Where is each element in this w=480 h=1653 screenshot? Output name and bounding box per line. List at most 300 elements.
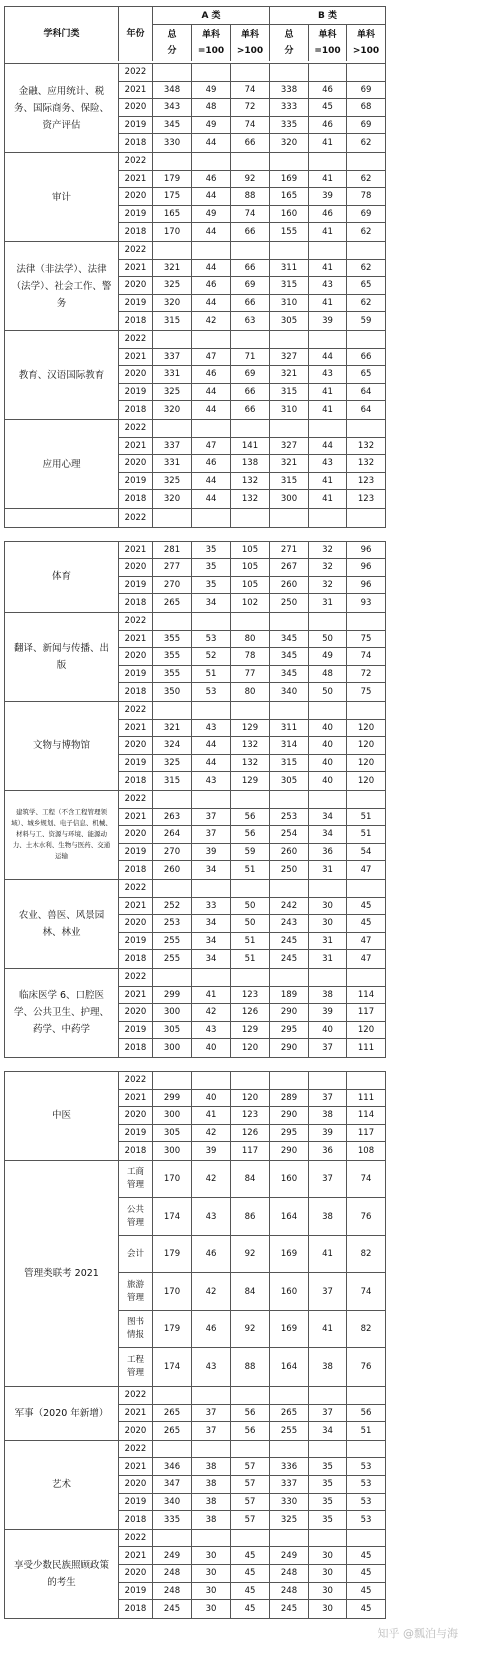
cell-a-total: 325 <box>153 384 192 401</box>
cell-year: 2021 <box>119 631 153 648</box>
table-row <box>119 295 385 313</box>
cell-a-single2: 69 <box>231 366 270 383</box>
cell-b-single2: 96 <box>360 562 372 573</box>
cell-year: 2019 <box>119 117 153 134</box>
cell-b-single2 <box>347 1530 385 1547</box>
cell-a-single1: 39 <box>192 844 231 861</box>
cell-a-single1: 44 <box>192 134 231 152</box>
table-row <box>119 613 385 631</box>
cell-b-total <box>270 242 309 259</box>
cell-b-single2 <box>347 1441 385 1458</box>
table-row <box>119 473 385 491</box>
cell-a-single2: 141 <box>231 438 270 455</box>
cell-year: 2018 <box>119 683 153 701</box>
cell-b-total: 330 <box>270 1494 309 1511</box>
cell-year: 2021 <box>119 438 153 455</box>
cell-b-single1: 30 <box>309 1600 347 1618</box>
cell-b-total: 310 <box>270 401 309 419</box>
cell-year: 2022 <box>119 1530 153 1547</box>
cell-b-single1: 31 <box>309 950 347 968</box>
table-row <box>119 1565 385 1583</box>
cell-b-single2 <box>347 791 385 808</box>
cell-year: 2022 <box>119 509 153 527</box>
section-gap <box>4 528 386 542</box>
header-b-single1: 单科 =100 <box>309 25 347 61</box>
table-row <box>119 312 385 330</box>
table-row <box>119 349 385 367</box>
table-row <box>119 1441 385 1459</box>
cell-b-total: 254 <box>270 826 309 843</box>
cell-b-single2: 45 <box>360 918 372 929</box>
cell-year: 2021 <box>119 260 153 277</box>
cell-year: 2018 <box>119 1142 153 1160</box>
cell-b-total: 338 <box>270 82 309 99</box>
cell-year: 2020 <box>119 1476 153 1493</box>
category-label: 法律（非法学）、法律（法学）、社会工作、警务 <box>5 242 119 330</box>
cell-year: 2019 <box>119 577 153 594</box>
cell-a-single1: 33 <box>192 898 231 915</box>
cell-a-single1: 47 <box>192 438 231 455</box>
cell-a-single2: 57 <box>231 1511 270 1529</box>
cell-b-total: 336 <box>270 1458 309 1475</box>
cell-b-single1: 31 <box>309 861 347 879</box>
cell-a-total: 337 <box>153 438 192 455</box>
cell-b-total: 311 <box>270 720 309 737</box>
table-row <box>119 1530 385 1548</box>
table-row <box>119 117 385 135</box>
cell-a-single1 <box>192 1387 231 1404</box>
cell-year: 2022 <box>119 153 153 170</box>
cell-year: 2021 <box>119 171 153 188</box>
cell-a-total <box>153 880 192 897</box>
cell-a-total: 255 <box>153 950 192 968</box>
cell-year: 2022 <box>119 331 153 348</box>
cell-b-single1: 30 <box>309 915 347 932</box>
cell-b-single1: 37 <box>309 1273 347 1310</box>
cell-a-single1: 46 <box>192 366 231 383</box>
cell-b-single1: 41 <box>309 171 347 188</box>
cell-a-single2: 51 <box>231 861 270 879</box>
cell-b-single1: 37 <box>309 1161 347 1198</box>
table-row <box>119 420 385 438</box>
cell-a-single1: 44 <box>192 490 231 508</box>
cell-b-total: 155 <box>270 223 309 241</box>
cell-b-total: 271 <box>270 542 309 559</box>
cell-a-single2: 126 <box>231 1125 270 1142</box>
cell-b-single1: 41 <box>309 401 347 419</box>
score-table <box>4 6 386 1619</box>
cell-a-total: 299 <box>153 987 192 1004</box>
cell-a-single2: 105 <box>231 577 270 594</box>
cell-a-total: 175 <box>153 188 192 205</box>
cell-b-single1: 41 <box>309 1236 347 1273</box>
cell-year: 2019 <box>119 1125 153 1142</box>
table-row <box>119 401 385 419</box>
table-row <box>119 188 385 206</box>
category-label: 应用心理 <box>5 420 119 508</box>
cell-a-single2: 138 <box>231 455 270 472</box>
cell-a-single1: 42 <box>192 312 231 330</box>
cell-a-single1: 46 <box>192 171 231 188</box>
cell-a-total: 165 <box>153 206 192 223</box>
cell-a-single1: 43 <box>192 720 231 737</box>
cell-b-total: 345 <box>270 666 309 683</box>
cell-year: 2018 <box>119 312 153 330</box>
cell-a-single2: 102 <box>231 594 270 612</box>
cell-b-total: 165 <box>270 188 309 205</box>
table-row <box>119 384 385 402</box>
cell-a-total: 265 <box>153 1405 192 1422</box>
cell-a-single2: 120 <box>231 1090 270 1107</box>
cell-b-total: 300 <box>270 490 309 508</box>
cell-year: 2020 <box>119 366 153 383</box>
table-row <box>119 594 385 612</box>
cell-a-single2: 59 <box>231 844 270 861</box>
cell-a-total <box>153 509 192 527</box>
cell-b-total <box>270 331 309 348</box>
cell-b-total: 169 <box>270 1311 309 1348</box>
cell-a-total: 270 <box>153 844 192 861</box>
cell-b-single1: 35 <box>309 1476 347 1493</box>
cell-a-total: 315 <box>153 312 192 330</box>
cell-a-single2: 51 <box>231 933 270 950</box>
table-row <box>119 1600 385 1618</box>
cell-b-single2: 82 <box>360 1324 372 1335</box>
cell-a-total <box>153 613 192 630</box>
cell-year: 旅游 管理 <box>119 1273 153 1310</box>
table-header <box>4 6 386 64</box>
cell-b-single1: 39 <box>309 188 347 205</box>
cell-b-total: 260 <box>270 577 309 594</box>
table-row <box>119 134 385 152</box>
cell-b-single2: 53 <box>360 1479 372 1490</box>
cell-a-total: 170 <box>153 1161 192 1198</box>
cell-a-total <box>153 1072 192 1089</box>
cell-b-single1: 40 <box>309 772 347 790</box>
cell-year: 2019 <box>119 933 153 950</box>
cell-a-single2 <box>231 1441 270 1458</box>
cell-a-total <box>153 791 192 808</box>
cell-a-total <box>153 702 192 719</box>
cell-b-total: 315 <box>270 755 309 772</box>
cell-b-total: 164 <box>270 1348 309 1386</box>
table-row <box>119 1405 385 1423</box>
cell-a-single2: 72 <box>231 99 270 116</box>
cell-a-single2: 66 <box>231 295 270 312</box>
cell-b-total: 253 <box>270 809 309 826</box>
cell-year: 2021 <box>119 82 153 99</box>
cell-a-single2 <box>231 1530 270 1547</box>
cell-a-single1: 38 <box>192 1458 231 1475</box>
cell-b-single1: 34 <box>309 826 347 843</box>
cell-a-single1: 34 <box>192 594 231 612</box>
category-group <box>4 969 386 1058</box>
cell-b-single2: 56 <box>360 1407 372 1418</box>
cell-a-total: 343 <box>153 99 192 116</box>
cell-b-total: 255 <box>270 1422 309 1440</box>
cell-a-single2 <box>231 702 270 719</box>
table-row <box>119 826 385 844</box>
cell-b-single2: 76 <box>360 1362 372 1373</box>
cell-b-single1: 34 <box>309 809 347 826</box>
cell-b-single2: 47 <box>360 865 372 876</box>
cell-year: 2021 <box>119 809 153 826</box>
cell-year: 2022 <box>119 791 153 808</box>
cell-b-single1: 35 <box>309 1458 347 1475</box>
cell-a-single1: 44 <box>192 384 231 401</box>
cell-b-total: 248 <box>270 1583 309 1600</box>
cell-b-total <box>270 64 309 81</box>
cell-a-single1: 34 <box>192 950 231 968</box>
category-group <box>4 242 386 331</box>
cell-b-total: 327 <box>270 438 309 455</box>
cell-year: 2021 <box>119 349 153 366</box>
cell-a-single1: 41 <box>192 1107 231 1124</box>
cell-year: 2018 <box>119 401 153 419</box>
cell-b-total: 333 <box>270 99 309 116</box>
cell-a-single1: 42 <box>192 1273 231 1310</box>
cell-b-total: 321 <box>270 366 309 383</box>
cell-a-single2: 57 <box>231 1476 270 1493</box>
cell-a-single2: 92 <box>231 171 270 188</box>
cell-a-single1 <box>192 969 231 986</box>
cell-a-total <box>153 1530 192 1547</box>
cell-year: 2018 <box>119 861 153 879</box>
cell-b-single2: 120 <box>357 740 375 751</box>
cell-b-single2 <box>347 969 385 986</box>
cell-year: 2020 <box>119 737 153 754</box>
cell-a-single1: 46 <box>192 455 231 472</box>
category-group <box>4 153 386 242</box>
cell-year: 2018 <box>119 950 153 968</box>
cell-b-single1 <box>309 1530 347 1547</box>
cell-b-single2: 62 <box>360 262 372 273</box>
cell-b-single2: 62 <box>360 298 372 309</box>
cell-a-single2: 92 <box>231 1311 270 1348</box>
cell-a-single1: 44 <box>192 188 231 205</box>
cell-a-single1: 38 <box>192 1511 231 1529</box>
table-row <box>119 1236 385 1274</box>
cell-b-total: 160 <box>270 1161 309 1198</box>
cell-year: 2018 <box>119 490 153 508</box>
category-label: 管理类联考 2021 <box>5 1161 119 1386</box>
cell-a-total: 305 <box>153 1125 192 1142</box>
cell-year: 2020 <box>119 277 153 294</box>
cell-year: 2019 <box>119 473 153 490</box>
cell-b-single1: 48 <box>309 666 347 683</box>
cell-a-single1: 30 <box>192 1600 231 1618</box>
table-row <box>119 683 385 701</box>
cell-a-single2: 66 <box>231 260 270 277</box>
cell-a-single1: 43 <box>192 1198 231 1235</box>
cell-b-single2: 78 <box>360 191 372 202</box>
cell-b-single1: 41 <box>309 384 347 401</box>
cell-b-total: 160 <box>270 1273 309 1310</box>
table-row <box>119 1039 385 1057</box>
cell-year: 2021 <box>119 987 153 1004</box>
cell-b-single2 <box>347 64 385 81</box>
cell-a-single1 <box>192 791 231 808</box>
cell-b-total <box>270 153 309 170</box>
cell-a-single1: 46 <box>192 277 231 294</box>
cell-b-total: 290 <box>270 1039 309 1057</box>
cell-a-total: 248 <box>153 1565 192 1582</box>
cell-a-single2: 50 <box>231 915 270 932</box>
cell-a-single2 <box>231 64 270 81</box>
header-b-total: 总 分 <box>270 25 309 61</box>
table-row <box>119 260 385 278</box>
cell-b-total <box>270 1530 309 1547</box>
cell-a-single1: 44 <box>192 737 231 754</box>
cell-b-single1: 44 <box>309 349 347 366</box>
cell-b-single2 <box>347 331 385 348</box>
category-group <box>4 1530 386 1619</box>
table-row <box>119 1004 385 1022</box>
cell-b-single2: 45 <box>360 900 372 911</box>
cell-year: 2019 <box>119 384 153 401</box>
table-row <box>119 915 385 933</box>
category-label <box>5 509 119 527</box>
table-row <box>119 1458 385 1476</box>
cell-b-single2: 74 <box>360 651 372 662</box>
cell-a-single2: 132 <box>231 737 270 754</box>
cell-a-total: 320 <box>153 295 192 312</box>
table-row <box>119 1494 385 1512</box>
cell-a-single2: 123 <box>231 1107 270 1124</box>
cell-a-single2: 66 <box>231 401 270 419</box>
cell-b-single1: 41 <box>309 223 347 241</box>
cell-a-single2: 77 <box>231 666 270 683</box>
cell-b-single1: 43 <box>309 455 347 472</box>
cell-year: 2022 <box>119 1441 153 1458</box>
cell-b-single2: 75 <box>360 633 372 644</box>
category-label: 享受少数民族照顾政策的考生 <box>5 1530 119 1618</box>
cell-a-total: 320 <box>153 401 192 419</box>
cell-b-total <box>270 1387 309 1404</box>
cell-b-total <box>270 420 309 437</box>
cell-b-single1: 43 <box>309 366 347 383</box>
cell-year: 2022 <box>119 969 153 986</box>
cell-b-total: 265 <box>270 1405 309 1422</box>
cell-b-single2: 82 <box>360 1249 372 1260</box>
cell-year: 会计 <box>119 1236 153 1273</box>
cell-a-total: 300 <box>153 1142 192 1160</box>
cell-a-single1: 44 <box>192 295 231 312</box>
cell-year: 2020 <box>119 188 153 205</box>
cell-b-single2: 47 <box>360 954 372 965</box>
cell-a-single2: 74 <box>231 206 270 223</box>
cell-b-single1: 40 <box>309 720 347 737</box>
cell-a-single1: 37 <box>192 826 231 843</box>
cell-b-total: 315 <box>270 277 309 294</box>
cell-b-single1: 38 <box>309 1198 347 1235</box>
table-row <box>119 720 385 738</box>
cell-a-total: 325 <box>153 277 192 294</box>
cell-b-total <box>270 969 309 986</box>
cell-a-total: 300 <box>153 1039 192 1057</box>
cell-b-single2: 114 <box>357 989 375 1000</box>
cell-b-total: 325 <box>270 1511 309 1529</box>
cell-b-total: 305 <box>270 312 309 330</box>
cell-a-single2: 66 <box>231 384 270 401</box>
cell-b-single1: 32 <box>309 559 347 576</box>
cell-year: 图书 情报 <box>119 1311 153 1348</box>
cell-b-total: 310 <box>270 295 309 312</box>
table-row <box>119 772 385 790</box>
cell-b-single2: 65 <box>360 280 372 291</box>
cell-a-total: 345 <box>153 117 192 134</box>
cell-a-total: 330 <box>153 134 192 152</box>
cell-a-single1 <box>192 153 231 170</box>
cell-year: 2019 <box>119 755 153 772</box>
cell-a-total: 300 <box>153 1107 192 1124</box>
cell-a-single2: 92 <box>231 1236 270 1273</box>
cell-b-total <box>270 791 309 808</box>
cell-b-total: 290 <box>270 1004 309 1021</box>
cell-b-single2 <box>347 420 385 437</box>
cell-a-single1: 52 <box>192 648 231 665</box>
cell-a-single2: 132 <box>231 490 270 508</box>
category-group <box>4 64 386 153</box>
cell-b-single1 <box>309 1072 347 1089</box>
cell-a-single1: 53 <box>192 631 231 648</box>
cell-a-total: 253 <box>153 915 192 932</box>
category-group <box>4 1441 386 1530</box>
cell-b-single1: 41 <box>309 1311 347 1348</box>
cell-a-total: 170 <box>153 1273 192 1310</box>
cell-b-single2: 111 <box>357 1092 375 1103</box>
header-year: 年份 <box>119 7 153 61</box>
cell-b-total: 249 <box>270 1547 309 1564</box>
cell-b-single1: 36 <box>309 1142 347 1160</box>
cell-a-single2: 120 <box>231 1039 270 1057</box>
table-row <box>119 969 385 987</box>
cell-year: 2018 <box>119 1600 153 1618</box>
cell-year: 2022 <box>119 1387 153 1404</box>
cell-b-single2: 51 <box>360 829 372 840</box>
cell-a-single1: 44 <box>192 473 231 490</box>
cell-b-total: 164 <box>270 1198 309 1235</box>
table-row <box>119 631 385 649</box>
cell-a-single2: 45 <box>231 1565 270 1582</box>
cell-a-single2 <box>231 969 270 986</box>
cell-year: 2021 <box>119 1090 153 1107</box>
table-row <box>119 577 385 595</box>
cell-b-single1 <box>309 153 347 170</box>
cell-a-single1: 40 <box>192 1039 231 1057</box>
cell-b-single2: 69 <box>360 120 372 131</box>
category-label: 文物与博物馆 <box>5 702 119 790</box>
table-row <box>119 1476 385 1494</box>
table-body <box>4 64 386 1619</box>
cell-a-total: 264 <box>153 826 192 843</box>
cell-a-single1: 30 <box>192 1565 231 1582</box>
cell-a-single1 <box>192 64 231 81</box>
cell-b-single2 <box>347 153 385 170</box>
cell-year: 2018 <box>119 594 153 612</box>
cell-b-single2: 132 <box>357 440 375 451</box>
table-row <box>119 1511 385 1529</box>
cell-a-single1: 49 <box>192 206 231 223</box>
table-row <box>119 206 385 224</box>
cell-a-single1: 48 <box>192 99 231 116</box>
cell-b-single2: 53 <box>360 1461 372 1472</box>
cell-a-total: 346 <box>153 1458 192 1475</box>
cell-b-single1: 46 <box>309 206 347 223</box>
table-row <box>119 438 385 456</box>
cell-year: 2020 <box>119 99 153 116</box>
cell-year: 2021 <box>119 898 153 915</box>
